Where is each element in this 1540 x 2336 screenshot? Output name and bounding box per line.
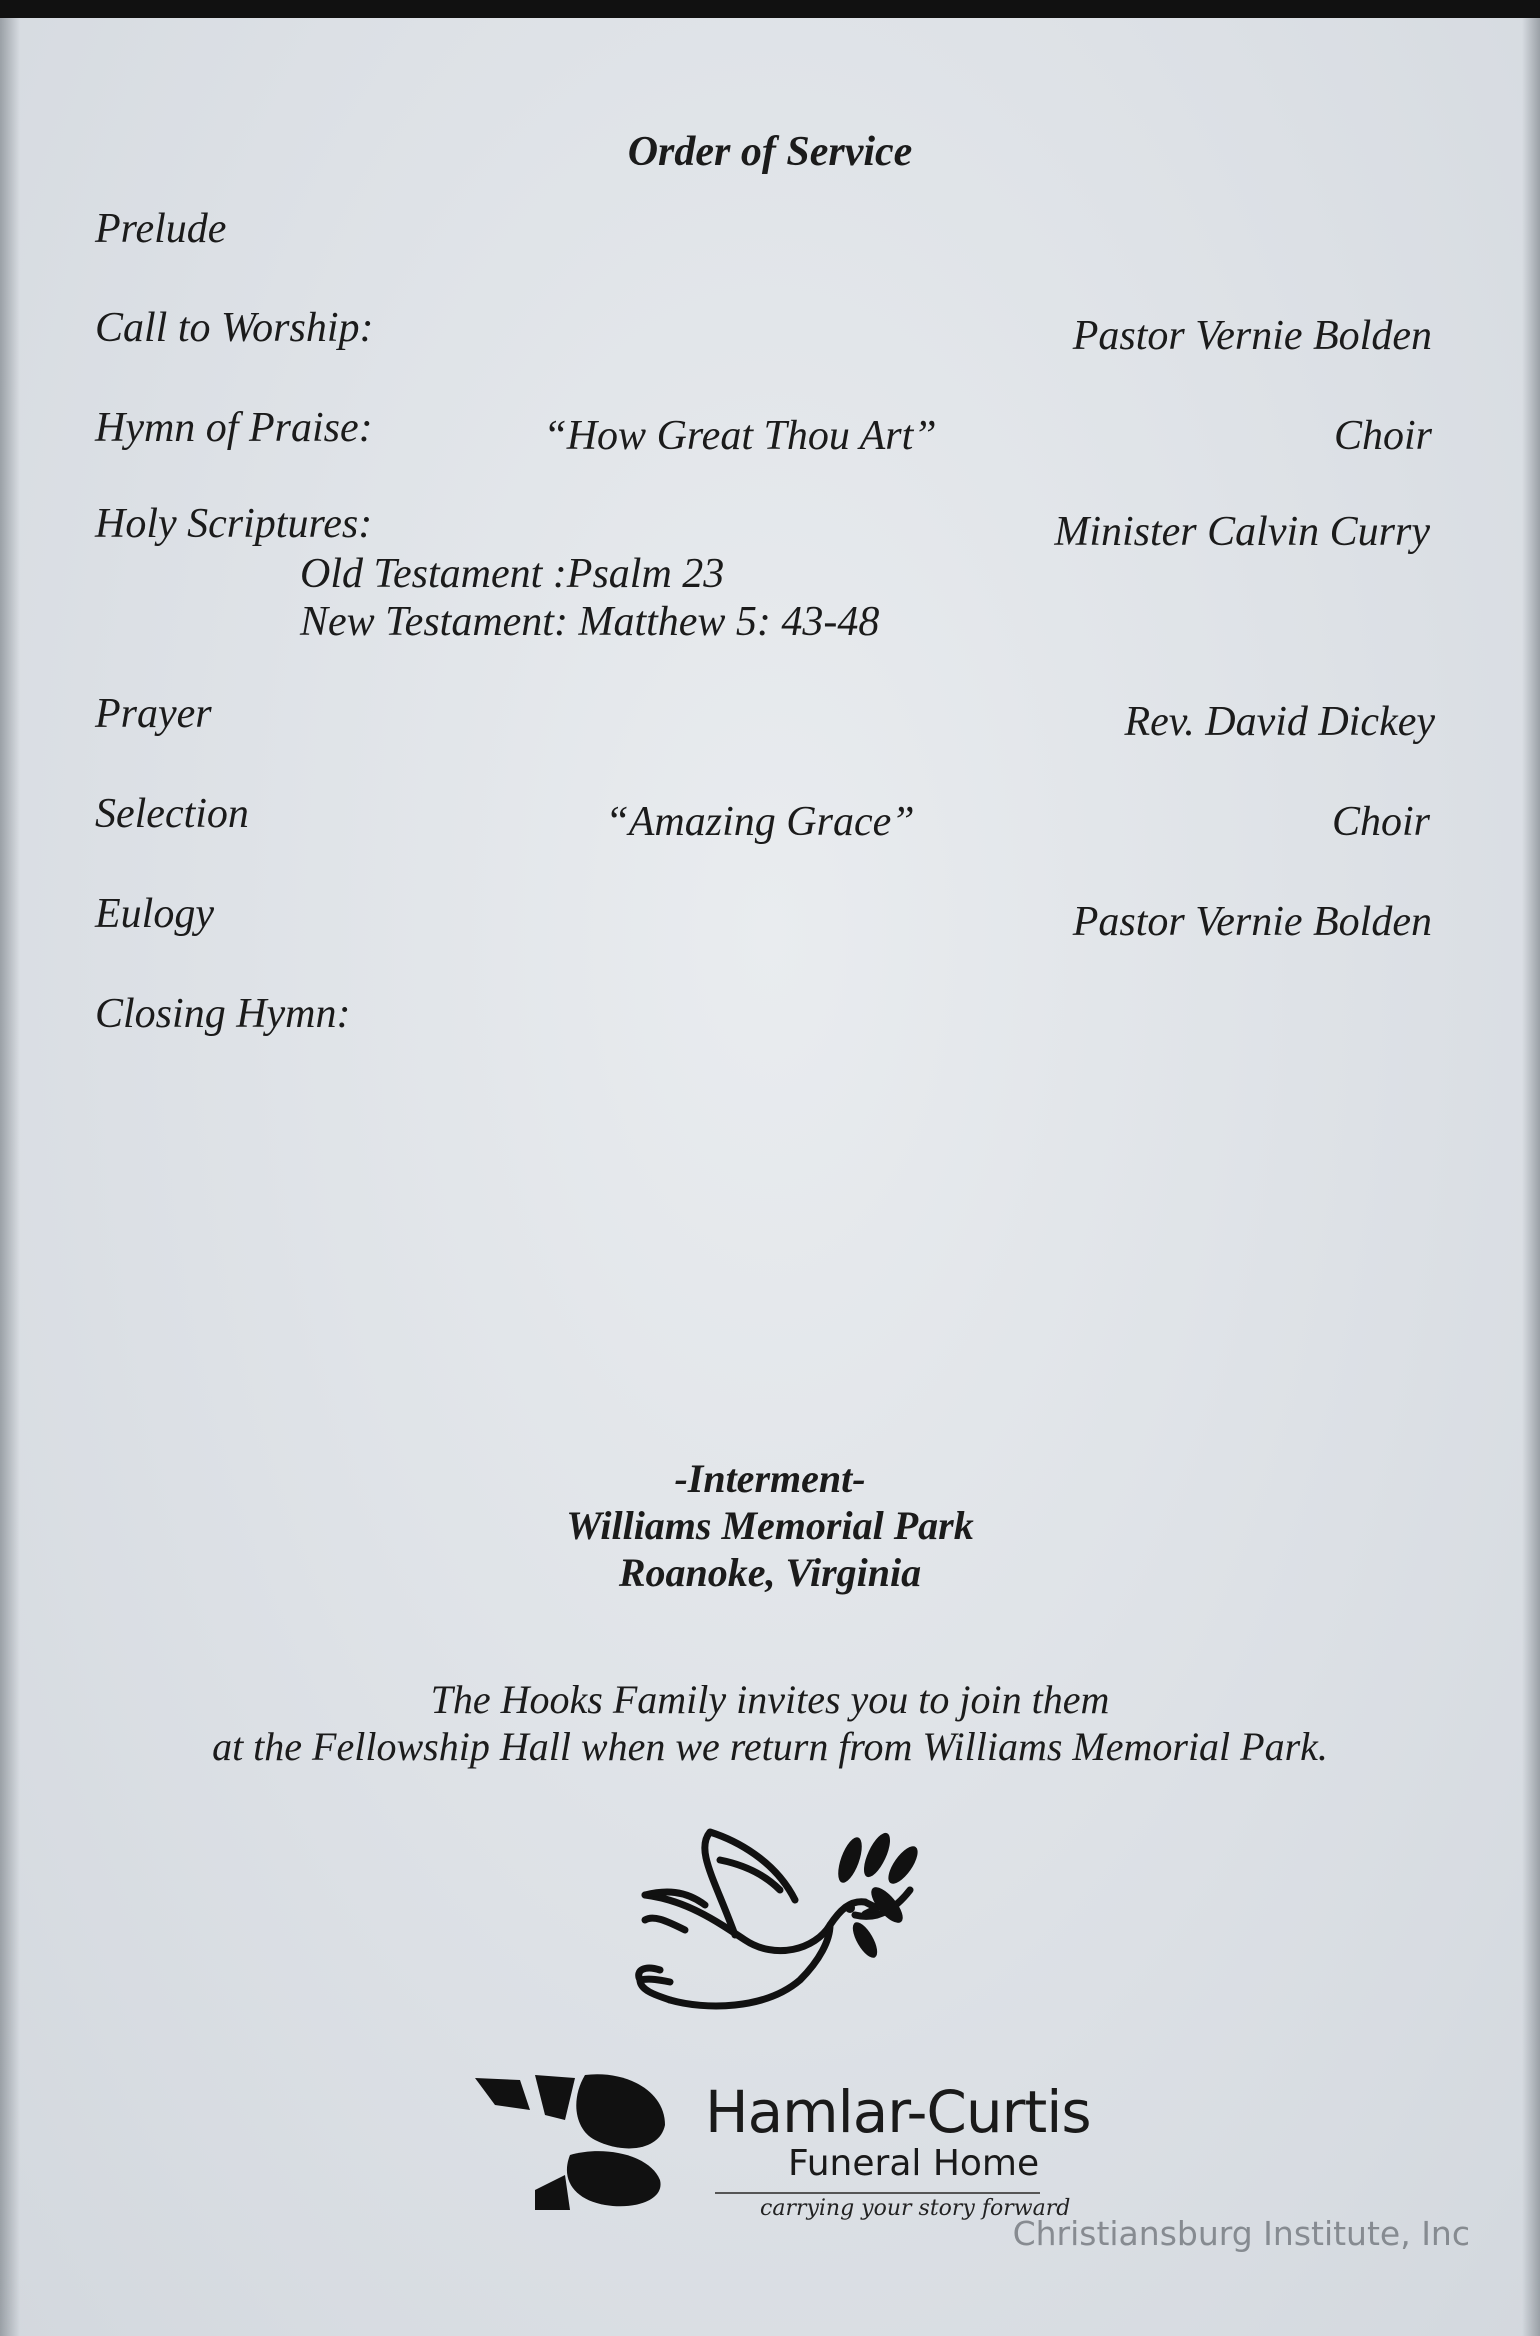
closing-hymn-label: Closing Hymn: [95, 991, 351, 1037]
eulogy-label: Eulogy [95, 891, 214, 937]
hymn-of-praise-title: “How Great Thou Art” [543, 413, 937, 459]
logo-divider [715, 2192, 1040, 2194]
interment-place: Williams Memorial Park [566, 1503, 974, 1548]
hymn-of-praise-label: Hymn of Praise: [95, 405, 373, 451]
call-to-worship-officiant: Pastor Vernie Bolden [1072, 313, 1432, 359]
call-to-worship-label: Call to Worship: [95, 305, 374, 351]
holy-scriptures-reader: Minister Calvin Curry [1054, 509, 1430, 555]
funeral-home-subtitle: Funeral Home [788, 2143, 1040, 2184]
hymn-of-praise-performer: Choir [1333, 413, 1432, 459]
dove-with-olive-branch-icon [625, 1820, 925, 2020]
prelude-label: Prelude [95, 206, 227, 252]
interment-city: Roanoke, Virginia [618, 1550, 922, 1595]
old-testament-reading: Old Testament :Psalm 23 [300, 551, 725, 597]
selection-title: “Amazing Grace” [605, 799, 915, 845]
holy-scriptures-label: Holy Scriptures: [95, 501, 373, 547]
prayer-label: Prayer [95, 691, 212, 737]
interment-heading: -Interment- [674, 1456, 866, 1501]
new-testament-reading: New Testament: Matthew 5: 43-48 [300, 599, 880, 645]
eulogy-officiant: Pastor Vernie Bolden [1072, 899, 1432, 945]
selection-label: Selection [95, 791, 249, 837]
hamlar-curtis-logo-mark [475, 2070, 695, 2210]
invitation-line-1: The Hooks Family invites you to join them [430, 1677, 1110, 1722]
funeral-home-name: Hamlar-Curtis [705, 2078, 1091, 2146]
selection-performer: Choir [1331, 799, 1430, 845]
funeral-home-tagline: carrying your story forward [760, 2196, 1071, 2221]
invitation-line-2: at the Fellowship Hall when we return from Williams Memorial Park. [212, 1724, 1328, 1769]
scan-right-shadow [1522, 18, 1540, 2336]
order-of-service-title: Order of Service [627, 129, 913, 175]
archive-watermark: Christiansburg Institute, Inc [1012, 2214, 1470, 2253]
prayer-officiant: Rev. David Dickey [1124, 699, 1435, 745]
scan-left-shadow [0, 18, 20, 2336]
scan-top-edge [0, 0, 1540, 18]
